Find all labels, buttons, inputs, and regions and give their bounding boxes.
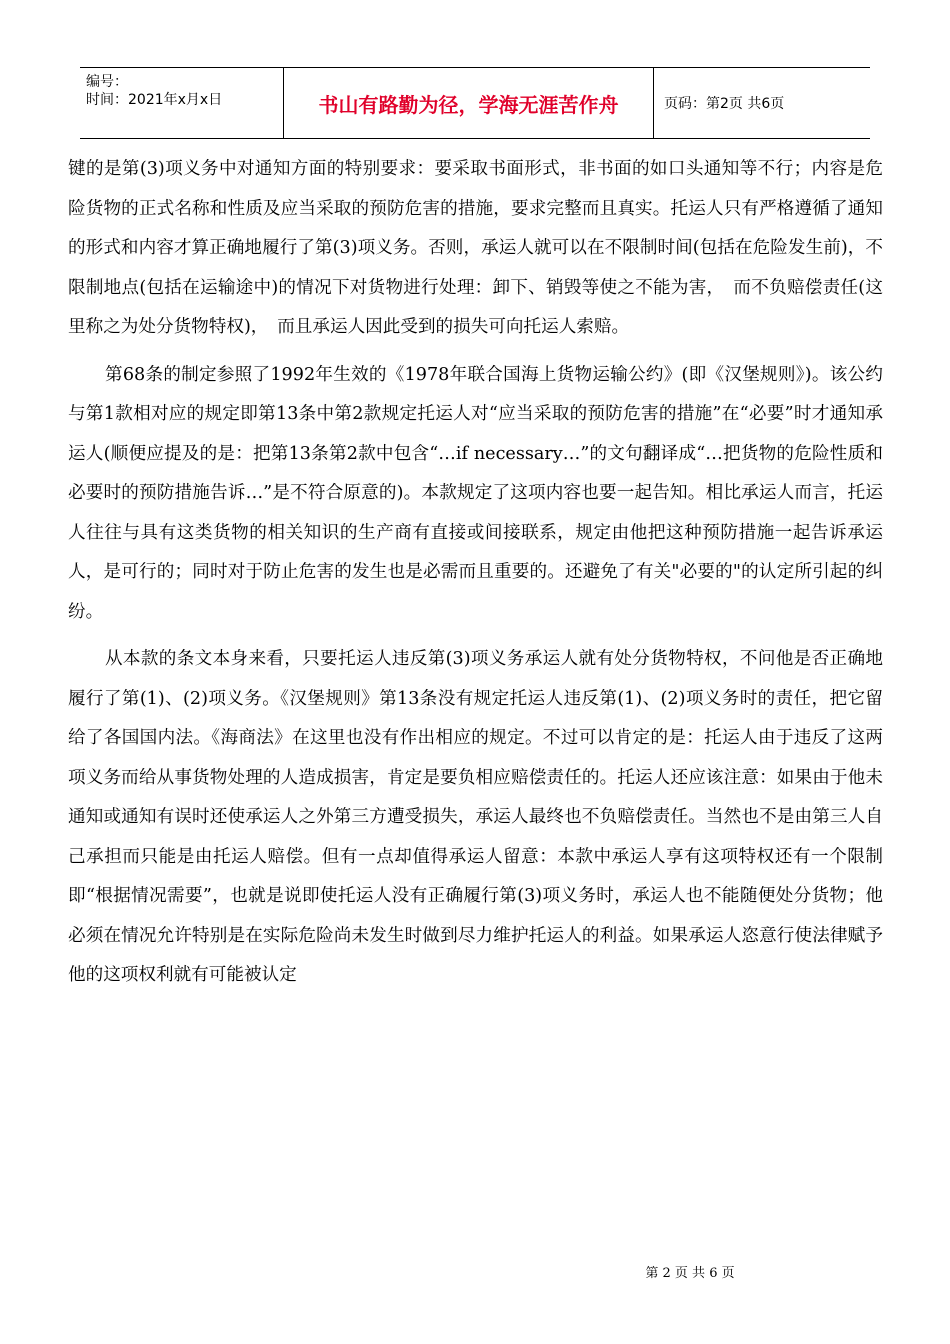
document-body — [68, 150, 883, 996]
header-meta — [80, 68, 284, 138]
header-page-info: 页码：第2页 共6页 — [664, 96, 785, 112]
paragraph-1: 键的是第(3)项义务中对通知方面的特别要求：要采取书面形式，非书面的如口头通知等不行；内容是危险货物的正式名称和性质及应当采取的预防危害的措施，要求完整而且真实。托运人只有严格遵循了通知的形式和内容才算正确地履行了第(3)项义务。否则，承运人就可以在不限制时间(包括在危险发生前)，不限制地点(包括在运输途中)的情况下对货物进行处理：卸下、销毁等使之不能为害， 而不负赔偿责任(这里称之为处分货物特权)， 而且承运人因此受到的损失可向托运人索赔。 — [68, 159, 883, 337]
document-number-label: 编号： — [86, 74, 128, 90]
paragraph-2: 第68条的制定参照了1992年生效的《1978年联合国海上货物运输公约》(即《汉堡规则》)。该公约与第1款相对应的规定即第13条中第2款规定托运人对“应当采取的预防危害的措施”在“必要”时才通知承运人(顺便应提及的是：把第13条第2款中包含“…if necessary…”的文句翻译成“…把货物的危险性质和必要时的预防措施告诉…”是不符合原意的)。本款规定了这项内容也要一起告知。相比承运人而言，托运人往往与具有这类货物的相关知识的生产商有直接或间接联系，规定由他把这种预防措施一起告诉承运人，是可行的；同时对于防止危害的发生也是必需而且重要的。还避免了有关"必要的"的认定所引起的纠纷。 — [68, 364, 883, 622]
header-slogan: 书山有路勤为径，学海无涯苦作舟 — [284, 68, 654, 138]
page-header — [80, 67, 870, 139]
document-time-label: 时间：2021年x月x日 — [86, 92, 223, 108]
page-footer: 第 2 页 共 6 页 — [645, 1266, 735, 1281]
paragraph-3: 从本款的条文本身来看，只要托运人违反第(3)项义务承运人就有处分货物特权，不问他是否正确地履行了第(1)、(2)项义务。《汉堡规则》第13条没有规定托运人违反第(1)、(2)项义务时的责任，把它留给了各国国内法。《海商法》在这里也没有作出相应的规定。不过可以肯定的是：托运人由于违反了这两项义务而给从事货物处理的人造成损害，肯定是要负相应赔偿责任的。托运人还应该注意：如果由于他未通知或通知有误时还使承运人之外第三方遭受损失，承运人最终也不负赔偿责任。当然也不是由第三人自己承担而只能是由托运人赔偿。但有一点却值得承运人留意：本款中承运人享有这项特权还有一个限制即“根据情况需要”，也就是说即使托运人没有正确履行第(3)项义务时，承运人也不能随便处分货物；他必须在情况允许特别是在实际危险尚未发生时做到尽力维护托运人的利益。如果承运人恣意行使法律赋予他的这项权利就有可能被认定 — [68, 649, 883, 985]
